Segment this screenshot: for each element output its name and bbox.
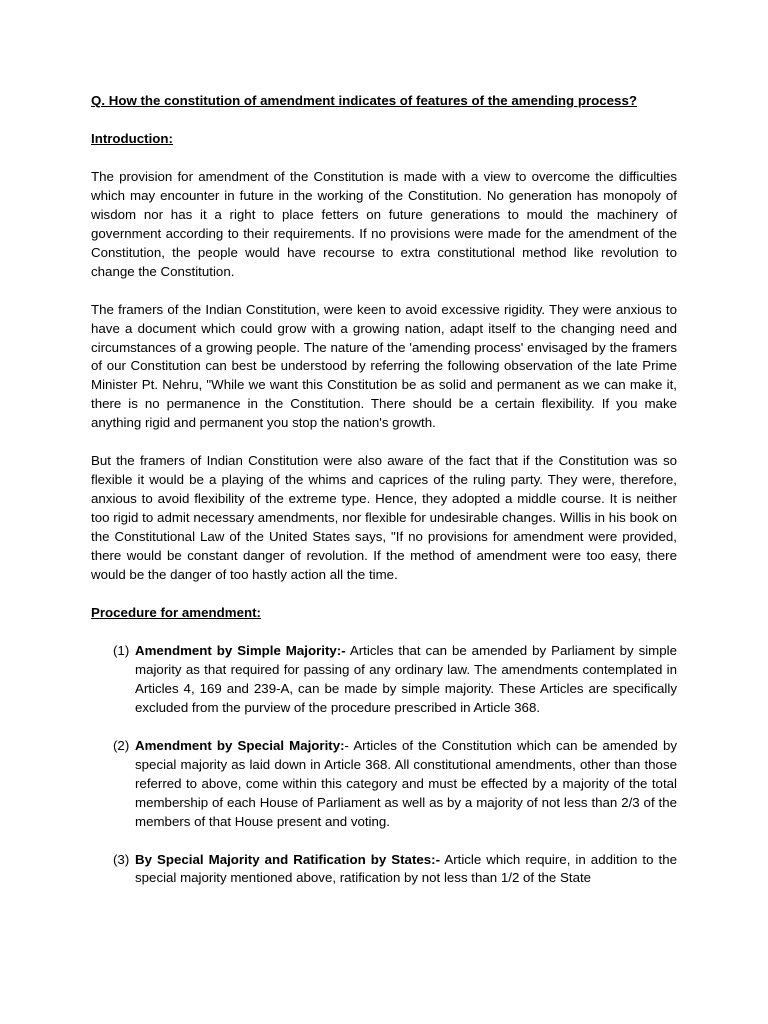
procedure-title: Amendment by Simple Majority:- xyxy=(135,642,346,658)
procedure-text: Articles that can be amended by Parliament by simple majority as that required for passing of any ordinary law. The amendments contemplated in Articles 4, 169 and 239-A, can be made by simple majority. These Articles are specifically excluded from the purview of the procedure prescribed in Article 368. xyxy=(135,642,678,715)
procedure-item-special-majority xyxy=(91,737,677,832)
procedure-number: (2) xyxy=(113,737,130,753)
procedure-text: Article which require, in addition to the special majority mentioned above, ratification by not less than 1/2 of the State xyxy=(135,851,678,886)
procedure-title: By Special Majority and Ratification by States:- xyxy=(135,851,441,867)
paragraph-framers-flexibility: But the framers of Indian Constitution were also aware of the fact that if the Constitution was so flexible it would be a playing of the whims and caprices of the ruling party. They were, therefore, anxious to avoid flexibility of the extreme type. Hence, they adopted a middle course. It is neither too rigid to admit necessary amendments, nor flexible for undesirable changes. Willis in his book on the Constitutional Law of the United States says, "If no provisions for amendment were provided, there would be constant danger of revolution. If the method of amendment were too easy, there would be the danger of too hastly action all the time. xyxy=(91,453,677,583)
procedure-number: (3) xyxy=(113,851,130,867)
question-heading: Q. How the constitution of amendment indicates of features of the amending process? xyxy=(91,93,637,108)
paragraph-framers-rigidity: The framers of the Indian Constitution, were keen to avoid excessive rigidity. They were anxious to have a document which could grow with a growing nation, adapt itself to the changing need and circumstances of a growing people. The nature of the 'amending process' envisaged by the framers of our Constitution can best be understood by referring the following observation of the late Prime Minister Pt. Nehru, "While we want this Constitution be as solid and permanent as we can make it, there is no permanence in the Constitution. There should be a certain flexibility. If you make anything rigid and permanent you stop the nation's growth. xyxy=(91,301,677,431)
procedure-item-ratification xyxy=(91,851,677,889)
procedure-number: (1) xyxy=(113,642,130,658)
introduction-heading: Introduction: xyxy=(91,130,173,146)
paragraph-provision: The provision for amendment of the Constitution is made with a view to overcome the difficulties which may encounter in future in the working of the Constitution. No generation has monopoly of wisdom nor has it a right to place fetters on future generations to mould the machinery of government according to their requirements. If no provisions were made for the amendment of the Constitution, the people would have recourse to extra constitutional method like revolution to change the Constitution. xyxy=(91,168,677,279)
procedure-title: Amendment by Special Majority: xyxy=(135,737,345,753)
document-body xyxy=(91,92,677,888)
procedure-heading: Procedure for amendment: xyxy=(91,604,261,620)
procedure-item-simple-majority xyxy=(91,642,677,718)
procedure-list xyxy=(91,642,677,888)
procedure-text: - Articles of the Constitution which can be amended by special majority as laid down in Article 368. All constitutional amendments, other than those referred to above, come within this category and must be effected by a majority of the total membership of each House of Parliament as well as by a majority of not less than 2/3 of the members of that House present and voting. xyxy=(135,737,677,829)
